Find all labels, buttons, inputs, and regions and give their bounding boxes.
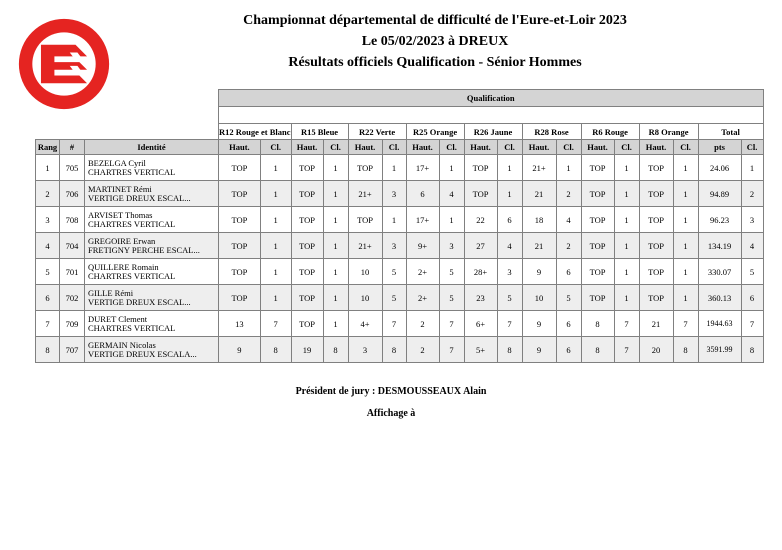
col-header-cl: Cl. <box>614 140 639 155</box>
route-rank-cell: 8 <box>260 337 291 363</box>
route-rank-cell: 7 <box>497 311 522 337</box>
route-rank-cell: 3 <box>382 181 406 207</box>
height-cell: 21+ <box>348 181 382 207</box>
route-rank-cell: 2 <box>556 181 581 207</box>
points-cell: 134.19 <box>698 233 741 259</box>
route-rank-cell: 5 <box>382 285 406 311</box>
route-rank-cell: 1 <box>673 207 698 233</box>
athlete-name: ARVISET Thomas <box>88 210 153 220</box>
route-rank-cell: 6 <box>497 207 522 233</box>
club-name: CHARTRES VERTICAL <box>88 271 176 281</box>
route-header: R22 Verte <box>348 124 406 140</box>
rank-cell: 3 <box>36 207 60 233</box>
club-name: FRETIGNY PERCHE ESCAL... <box>88 245 200 255</box>
height-cell: 5+ <box>464 337 497 363</box>
route-rank-cell: 4 <box>556 207 581 233</box>
height-cell: 4+ <box>348 311 382 337</box>
route-header: R12 Rouge et Blanc <box>219 124 292 140</box>
route-rank-cell: 1 <box>673 155 698 181</box>
col-header-rang: Rang <box>36 140 60 155</box>
total-rank-cell: 7 <box>741 311 763 337</box>
bib-number-cell: 707 <box>60 337 85 363</box>
route-rank-cell: 1 <box>614 259 639 285</box>
route-rank-cell: 8 <box>382 337 406 363</box>
height-cell: 27 <box>464 233 497 259</box>
col-header-identite: Identité <box>85 140 219 155</box>
height-cell: 2+ <box>406 259 439 285</box>
total-rank-cell: 1 <box>741 155 763 181</box>
route-header: R15 Bleue <box>291 124 348 140</box>
route-rank-cell: 7 <box>260 311 291 337</box>
total-rank-cell: 3 <box>741 207 763 233</box>
athlete-name: DURET Clement <box>88 314 148 324</box>
height-cell: 6+ <box>464 311 497 337</box>
route-rank-cell: 1 <box>260 181 291 207</box>
height-cell: TOP <box>219 181 261 207</box>
route-rank-cell: 7 <box>382 311 406 337</box>
height-cell: TOP <box>291 181 323 207</box>
height-cell: 18 <box>522 207 556 233</box>
route-rank-cell: 1 <box>497 181 522 207</box>
route-rank-cell: 6 <box>556 311 581 337</box>
height-cell: TOP <box>581 233 614 259</box>
club-name: CHARTRES VERTICAL <box>88 323 176 333</box>
points-cell: 24.06 <box>698 155 741 181</box>
table-row <box>36 155 764 181</box>
height-cell: 2 <box>406 337 439 363</box>
points-cell: 330.07 <box>698 259 741 285</box>
identity-cell <box>85 285 219 311</box>
height-cell: TOP <box>219 155 261 181</box>
route-rank-cell: 3 <box>382 233 406 259</box>
results-table <box>35 89 764 363</box>
points-cell: 360.13 <box>698 285 741 311</box>
bib-number-cell: 709 <box>60 311 85 337</box>
height-cell: TOP <box>581 285 614 311</box>
route-rank-cell: 1 <box>614 155 639 181</box>
route-rank-cell: 1 <box>382 207 406 233</box>
route-rank-cell: 1 <box>614 285 639 311</box>
height-cell: 17+ <box>406 207 439 233</box>
height-cell: TOP <box>581 259 614 285</box>
route-rank-cell: 7 <box>673 311 698 337</box>
height-cell: 21 <box>522 233 556 259</box>
height-cell: TOP <box>219 207 261 233</box>
route-rank-cell: 1 <box>673 181 698 207</box>
route-rank-cell: 1 <box>323 155 348 181</box>
athlete-name: GREGOIRE Erwan <box>88 236 156 246</box>
height-cell: TOP <box>291 207 323 233</box>
bib-number-cell: 708 <box>60 207 85 233</box>
route-rank-cell: 1 <box>614 233 639 259</box>
points-cell: 96.23 <box>698 207 741 233</box>
route-rank-cell: 1 <box>382 155 406 181</box>
route-rank-cell: 1 <box>260 259 291 285</box>
height-cell: 3 <box>348 337 382 363</box>
total-rank-cell: 6 <box>741 285 763 311</box>
height-cell: TOP <box>639 233 673 259</box>
table-row <box>36 285 764 311</box>
route-rank-cell: 1 <box>260 155 291 181</box>
athlete-name: MARTINET Rémi <box>88 184 152 194</box>
height-cell: 8 <box>581 311 614 337</box>
height-cell: TOP <box>348 155 382 181</box>
route-rank-cell: 1 <box>673 285 698 311</box>
col-header-cl: Cl. <box>673 140 698 155</box>
height-cell: TOP <box>291 259 323 285</box>
table-row <box>36 337 764 363</box>
height-cell: TOP <box>464 181 497 207</box>
route-rank-cell: 6 <box>556 337 581 363</box>
route-rank-cell: 5 <box>556 285 581 311</box>
table-row <box>36 233 764 259</box>
height-cell: 21+ <box>348 233 382 259</box>
route-header: R6 Rouge <box>581 124 639 140</box>
identity-cell <box>85 337 219 363</box>
jury-president: Président de jury : DESMOUSSEAUX Alain <box>295 386 487 397</box>
event-date-location: Le 05/02/2023 à DREUX <box>361 34 509 49</box>
col-header-pts: pts <box>698 140 741 155</box>
col-header-cl: Cl. <box>323 140 348 155</box>
height-cell: TOP <box>464 155 497 181</box>
route-rank-cell: 1 <box>614 207 639 233</box>
athlete-name: GERMAIN Nicolas <box>88 340 156 350</box>
route-rank-cell: 1 <box>497 155 522 181</box>
route-rank-cell: 3 <box>497 259 522 285</box>
route-rank-cell: 1 <box>323 259 348 285</box>
col-header-cl: Cl. <box>497 140 522 155</box>
height-cell: TOP <box>219 285 261 311</box>
height-cell: 21+ <box>522 155 556 181</box>
height-cell: TOP <box>291 311 323 337</box>
height-cell: TOP <box>348 207 382 233</box>
height-cell: 9 <box>219 337 261 363</box>
route-rank-cell: 1 <box>614 181 639 207</box>
col-header-haut: Haut. <box>406 140 439 155</box>
route-rank-cell: 4 <box>497 233 522 259</box>
club-name: CHARTRES VERTICAL <box>88 219 176 229</box>
height-cell: TOP <box>581 207 614 233</box>
col-header-haut: Haut. <box>291 140 323 155</box>
qualification-group-header: Qualification <box>219 90 764 107</box>
points-cell: 94.89 <box>698 181 741 207</box>
col-header-haut: Haut. <box>581 140 614 155</box>
bib-number-cell: 706 <box>60 181 85 207</box>
identity-cell <box>85 233 219 259</box>
height-cell: TOP <box>219 259 261 285</box>
table-row <box>36 311 764 337</box>
route-header: R26 Jaune <box>464 124 522 140</box>
bib-number-cell: 704 <box>60 233 85 259</box>
route-rank-cell: 8 <box>497 337 522 363</box>
athlete-name: BEZELGA Cyril <box>88 158 146 168</box>
height-cell: TOP <box>581 155 614 181</box>
col-header-cl: Cl. <box>382 140 406 155</box>
col-header-cl: Cl. <box>556 140 581 155</box>
bib-number-cell: 701 <box>60 259 85 285</box>
page-title: Championnat départemental de difficulté de l'Eure-et-Loir 2023 <box>243 13 627 28</box>
results-subtitle: Résultats officiels Qualification - Sénior Hommes <box>288 55 582 70</box>
total-rank-cell: 5 <box>741 259 763 285</box>
route-rank-cell: 1 <box>439 155 464 181</box>
col-header-cl: Cl. <box>260 140 291 155</box>
route-rank-cell: 7 <box>439 311 464 337</box>
route-rank-cell: 1 <box>673 233 698 259</box>
club-name: VERTIGE DREUX ESCALA... <box>88 349 197 359</box>
height-cell: 9 <box>522 259 556 285</box>
height-cell: TOP <box>291 233 323 259</box>
route-rank-cell: 1 <box>323 181 348 207</box>
route-rank-cell: 7 <box>614 311 639 337</box>
col-header-haut: Haut. <box>219 140 261 155</box>
athlete-name: GILLE Rémi <box>88 288 134 298</box>
col-header-haut: Haut. <box>464 140 497 155</box>
height-cell: TOP <box>291 155 323 181</box>
route-rank-cell: 3 <box>439 233 464 259</box>
col-header-num: # <box>60 140 85 155</box>
rank-cell: 8 <box>36 337 60 363</box>
height-cell: 6 <box>406 181 439 207</box>
rank-cell: 5 <box>36 259 60 285</box>
total-rank-cell: 4 <box>741 233 763 259</box>
height-cell: 9 <box>522 311 556 337</box>
route-rank-cell: 7 <box>614 337 639 363</box>
table-row <box>36 207 764 233</box>
route-rank-cell: 8 <box>323 337 348 363</box>
height-cell: 20 <box>639 337 673 363</box>
route-header: R25 Orange <box>406 124 464 140</box>
route-rank-cell: 1 <box>323 311 348 337</box>
route-rank-cell: 8 <box>673 337 698 363</box>
height-cell: 21 <box>639 311 673 337</box>
height-cell: 19 <box>291 337 323 363</box>
height-cell: 28+ <box>464 259 497 285</box>
club-name: VERTIGE DREUX ESCAL... <box>88 193 191 203</box>
route-header: R8 Orange <box>639 124 698 140</box>
rank-cell: 2 <box>36 181 60 207</box>
table-row <box>36 259 764 285</box>
identity-cell <box>85 207 219 233</box>
height-cell: 9 <box>522 337 556 363</box>
points-cell: 1944.63 <box>698 311 741 337</box>
height-cell: 17+ <box>406 155 439 181</box>
route-rank-cell: 1 <box>260 285 291 311</box>
route-rank-cell: 7 <box>439 337 464 363</box>
route-rank-cell: 5 <box>382 259 406 285</box>
identity-cell <box>85 259 219 285</box>
club-name: VERTIGE DREUX ESCAL... <box>88 297 191 307</box>
route-rank-cell: 1 <box>260 207 291 233</box>
rank-cell: 6 <box>36 285 60 311</box>
route-rank-cell: 1 <box>439 207 464 233</box>
table-row <box>36 181 764 207</box>
height-cell: 10 <box>348 259 382 285</box>
height-cell: 2+ <box>406 285 439 311</box>
col-header-haut: Haut. <box>639 140 673 155</box>
route-rank-cell: 1 <box>323 233 348 259</box>
height-cell: 9+ <box>406 233 439 259</box>
total-rank-cell: 8 <box>741 337 763 363</box>
route-rank-cell: 5 <box>497 285 522 311</box>
athlete-name: QUILLERE Romain <box>88 262 159 272</box>
route-rank-cell: 6 <box>556 259 581 285</box>
height-cell: 2 <box>406 311 439 337</box>
identity-cell <box>85 155 219 181</box>
height-cell: 8 <box>581 337 614 363</box>
route-rank-cell: 5 <box>439 285 464 311</box>
height-cell: TOP <box>639 181 673 207</box>
height-cell: 10 <box>348 285 382 311</box>
route-rank-cell: 4 <box>439 181 464 207</box>
height-cell: TOP <box>581 181 614 207</box>
height-cell: 10 <box>522 285 556 311</box>
height-cell: 21 <box>522 181 556 207</box>
height-cell: TOP <box>639 207 673 233</box>
height-cell: TOP <box>219 233 261 259</box>
col-header-cl: Cl. <box>439 140 464 155</box>
col-header-haut: Haut. <box>348 140 382 155</box>
route-rank-cell: 1 <box>260 233 291 259</box>
height-cell: 22 <box>464 207 497 233</box>
height-cell: TOP <box>639 285 673 311</box>
height-cell: TOP <box>291 285 323 311</box>
identity-cell <box>85 181 219 207</box>
bib-number-cell: 702 <box>60 285 85 311</box>
identity-cell <box>85 311 219 337</box>
total-rank-cell: 2 <box>741 181 763 207</box>
club-name: CHARTRES VERTICAL <box>88 167 176 177</box>
points-cell: 3591.99 <box>698 337 741 363</box>
route-rank-cell: 1 <box>556 155 581 181</box>
height-cell: TOP <box>639 259 673 285</box>
route-rank-cell: 1 <box>323 285 348 311</box>
bib-number-cell: 705 <box>60 155 85 181</box>
col-header-total-cl: Cl. <box>741 140 763 155</box>
rank-cell: 7 <box>36 311 60 337</box>
height-cell: 13 <box>219 311 261 337</box>
col-header-haut: Haut. <box>522 140 556 155</box>
route-header: Total <box>698 124 763 140</box>
route-rank-cell: 5 <box>439 259 464 285</box>
rank-cell: 4 <box>36 233 60 259</box>
display-note: Affichage à <box>366 408 416 419</box>
rank-cell: 1 <box>36 155 60 181</box>
route-rank-cell: 1 <box>673 259 698 285</box>
route-rank-cell: 1 <box>323 207 348 233</box>
height-cell: TOP <box>639 155 673 181</box>
route-header: R28 Rose <box>522 124 581 140</box>
route-rank-cell: 2 <box>556 233 581 259</box>
height-cell: 23 <box>464 285 497 311</box>
